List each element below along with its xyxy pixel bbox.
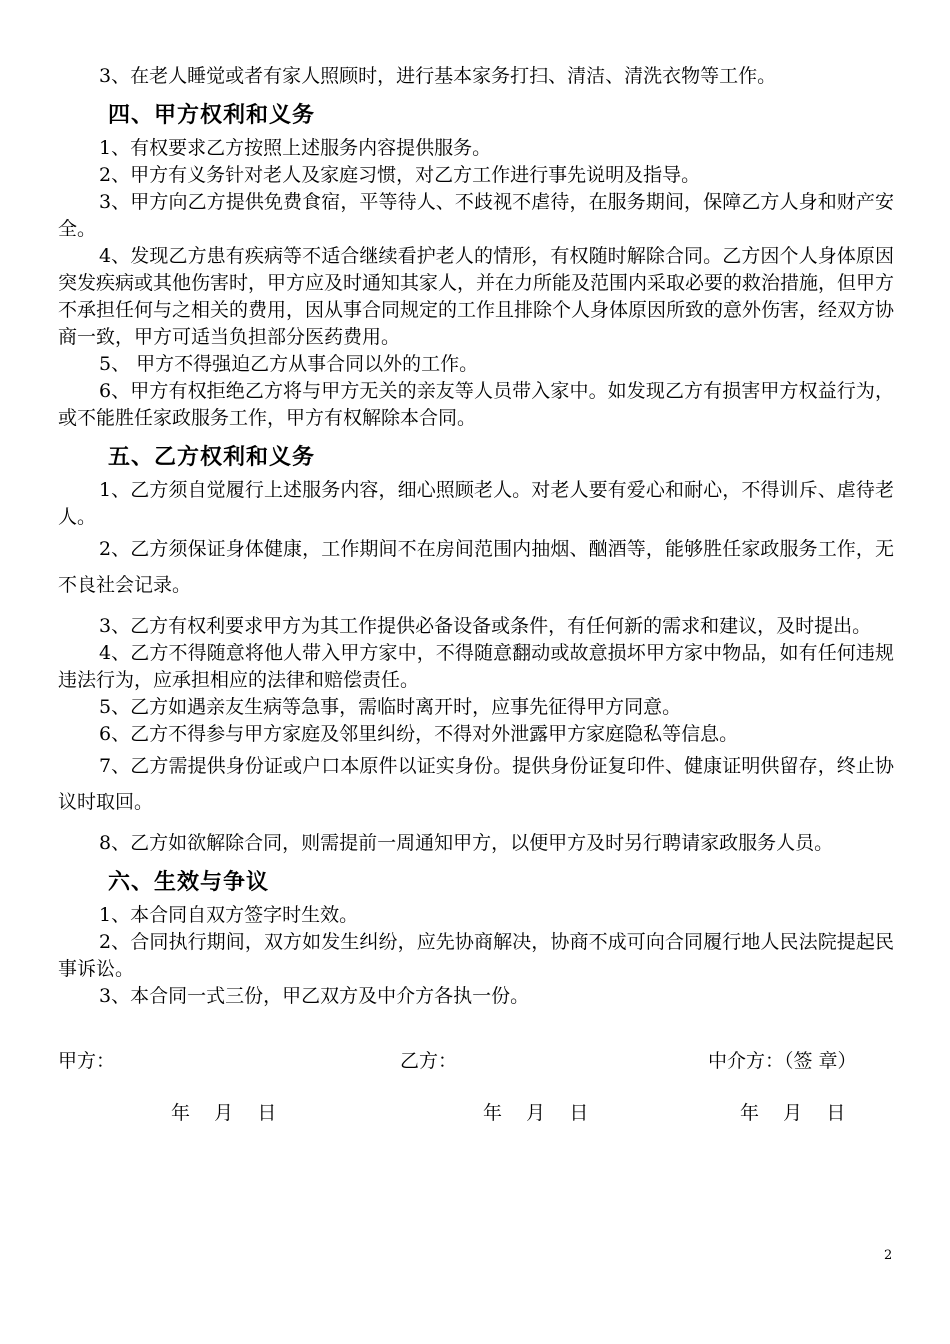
clause: 1、有权要求乙方按照上述服务内容提供服务。	[99, 137, 492, 159]
party-b-date: 年 月 日	[483, 1102, 589, 1124]
section-effect-disputes	[58, 866, 894, 1010]
section-heading: 四、甲方权利和义务	[108, 102, 316, 128]
section-party-b-rights	[58, 441, 894, 857]
agent-date: 年 月 日	[740, 1102, 846, 1124]
date-row	[58, 1098, 894, 1126]
party-b-signature-label: 乙方：	[400, 1050, 458, 1072]
agent-signature-label: 中介方：（签 章）	[708, 1050, 857, 1072]
section-heading: 五、乙方权利和义务	[108, 444, 316, 470]
clause: 4、发现乙方患有疾病等不适合继续看护老人的情形，有权随时解除合同。乙方因个人身体原因突发疾病或其他伤害时，甲方应及时通知其家人，并在力所能及范围内采取必要的救治措施，但甲方不承担任何与之相关的费用，因从事合同规定的工作且排除个人身体原因所致的意外伤害，经双方协商一致，甲方可适当负担部分医药费用。	[58, 245, 895, 348]
clause: 2、合同执行期间，双方如发生纠纷，应先协商解决，协商不成可向合同履行地人民法院提起民事诉讼。	[58, 931, 894, 980]
clause: 1、本合同自双方签字时生效。	[99, 904, 359, 926]
clause: 5、乙方如遇亲友生病等急事，需临时离开时，应事先征得甲方同意。	[99, 696, 682, 718]
clause: 6、甲方有权拒绝乙方将与甲方无关的亲友等人员带入家中。如发现乙方有损害甲方权益行为，或不能胜任家政服务工作，甲方有权解除本合同。	[58, 380, 894, 429]
clause: 6、乙方不得参与甲方家庭及邻里纠纷，不得对外泄露甲方家庭隐私等信息。	[99, 723, 739, 745]
clause: 3、甲方向乙方提供免费食宿，平等待人、不歧视不虐待，在服务期间，保障乙方人身和财产安全。	[58, 191, 894, 240]
clause: 2、乙方须保证身体健康，工作期间不在房间范围内抽烟、酗酒等，能够胜任家政服务工作，无不良社会记录。	[58, 538, 894, 596]
clause: 3、乙方有权利要求甲方为其工作提供必备设备或条件，有任何新的需求和建议，及时提出。	[99, 615, 872, 637]
signature-row	[58, 1046, 894, 1074]
intro-item: 3、在老人睡觉或者有家人照顾时，进行基本家务打扫、清洁、清洗衣物等工作。	[99, 65, 777, 87]
clause: 5、 甲方不得强迫乙方从事合同以外的工作。	[99, 353, 479, 375]
party-a-signature-label: 甲方：	[58, 1050, 116, 1072]
contract-body	[58, 63, 894, 1010]
clause: 8、乙方如欲解除合同，则需提前一周通知甲方，以便甲方及时另行聘请家政服务人员。	[99, 832, 834, 854]
section-party-a-rights	[58, 99, 894, 432]
party-a-date: 年 月 日	[171, 1102, 277, 1124]
clause: 4、乙方不得随意将他人带入甲方家中，不得随意翻动或故意损坏甲方家中物品，如有任何违规违法行为，应承担相应的法律和赔偿责任。	[58, 642, 894, 691]
section-heading: 六、生效与争议	[108, 869, 270, 895]
page-number: 2	[884, 1248, 893, 1263]
clause: 7、乙方需提供身份证或户口本原件以证实身份。提供身份证复印件、健康证明供留存，终止协议时取回。	[58, 755, 894, 813]
clause: 1、乙方须自觉履行上述服务内容，细心照顾老人。对老人要有爱心和耐心，不得训斥、虐待老人。	[58, 479, 894, 528]
clause: 2、甲方有义务针对老人及家庭习惯，对乙方工作进行事先说明及指导。	[99, 164, 701, 186]
clause: 3、本合同一式三份，甲乙双方及中介方各执一份。	[99, 985, 530, 1007]
